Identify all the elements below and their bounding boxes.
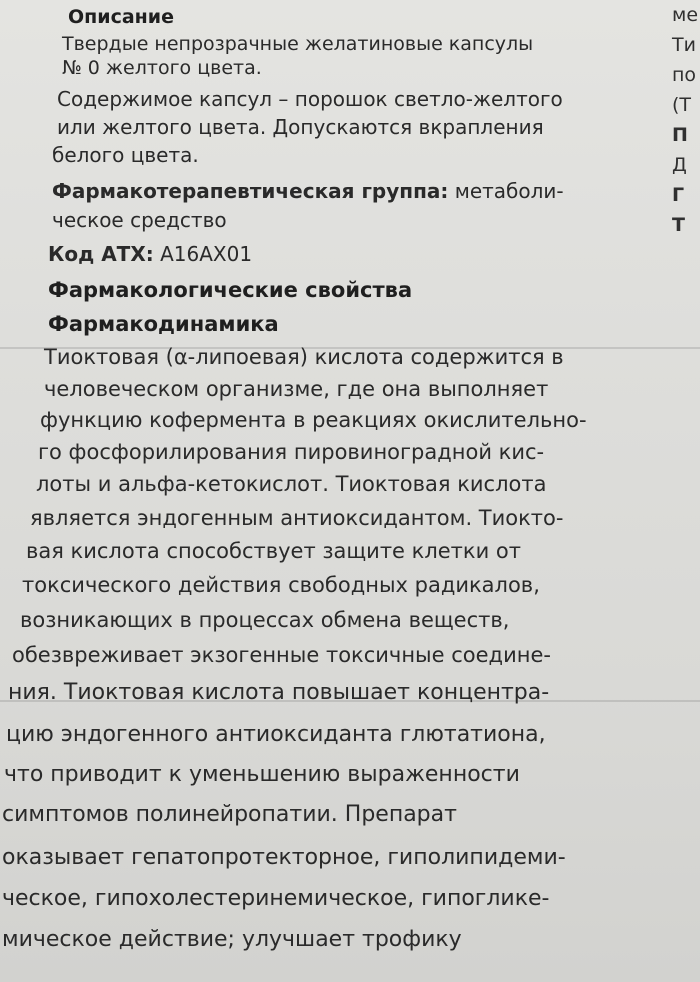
description-heading: Описание xyxy=(68,6,175,28)
body-line: мическое действие; улучшает трофику xyxy=(2,927,462,952)
adjacent-fragment: ме xyxy=(672,4,699,26)
adjacent-fragment: Д xyxy=(672,154,687,176)
pharm-group-line xyxy=(52,179,564,203)
adjacent-fragment: (Т xyxy=(672,94,692,116)
description-line: белого цвета. xyxy=(52,143,199,167)
body-line: ния. Тиоктовая кислота повышает концентра- xyxy=(8,680,550,705)
adjacent-column-edge xyxy=(672,0,700,236)
body-line: токсического действия свободных радикалов, xyxy=(22,573,540,597)
adjacent-fragment: П xyxy=(672,124,688,146)
description-line: Содержимое капсул – порошок светло-желтого xyxy=(57,87,563,111)
body-line: Тиоктовая (α-липоевая) кислота содержится в xyxy=(44,345,564,369)
body-line: симптомов полинейропатии. Препарат xyxy=(2,802,457,827)
body-line: возникающих в процессах обмена веществ, xyxy=(20,608,510,632)
body-line: ческое, гипохолестеринемическое, гипоглике- xyxy=(2,886,550,911)
adjacent-fragment: Т xyxy=(672,214,685,236)
atx-line xyxy=(48,242,252,266)
body-line: обезвреживает экзогенные токсичные соедине- xyxy=(12,643,551,667)
body-line: лоты и альфа-кетокислот. Тиоктовая кислота xyxy=(36,472,547,496)
body-line: го фосфорилирования пировиноградной кис- xyxy=(38,440,545,464)
body-line: функцию кофермента в реакциях окислительно- xyxy=(40,408,587,432)
pharm-group-label: Фармакотерапевтическая группа: xyxy=(52,179,449,203)
description-line: Твердые непрозрачные желатиновые капсулы xyxy=(62,33,534,55)
body-line: что приводит к уменьшению выраженности xyxy=(4,762,520,787)
atx-label: Код АТХ: xyxy=(48,242,154,266)
description-line: № 0 желтого цвета. xyxy=(62,57,262,79)
pharm-group-value-cont: ческое средство xyxy=(52,208,227,232)
body-line: человеческом организме, где она выполняет xyxy=(44,377,549,401)
adjacent-fragment: Ти xyxy=(672,34,696,56)
pharm-group-value: метаболи- xyxy=(454,179,564,203)
body-line: цию эндогенного антиоксиданта глютатиона, xyxy=(6,722,546,747)
properties-heading: Фармакологические свойства xyxy=(48,278,413,302)
body-line: вая кислота способствует защите клетки от xyxy=(26,539,521,563)
description-line: или желтого цвета. Допускаются вкрапления xyxy=(57,115,544,139)
adjacent-fragment: по xyxy=(672,64,697,86)
body-line: является эндогенным антиоксидантом. Тиокто- xyxy=(30,506,564,530)
atx-value: A16AX01 xyxy=(160,242,253,266)
adjacent-fragment: Г xyxy=(672,184,685,206)
pharmacodynamics-heading: Фармакодинамика xyxy=(48,312,279,336)
body-line: оказывает гепатопротекторное, гиполипидеми- xyxy=(2,845,566,870)
